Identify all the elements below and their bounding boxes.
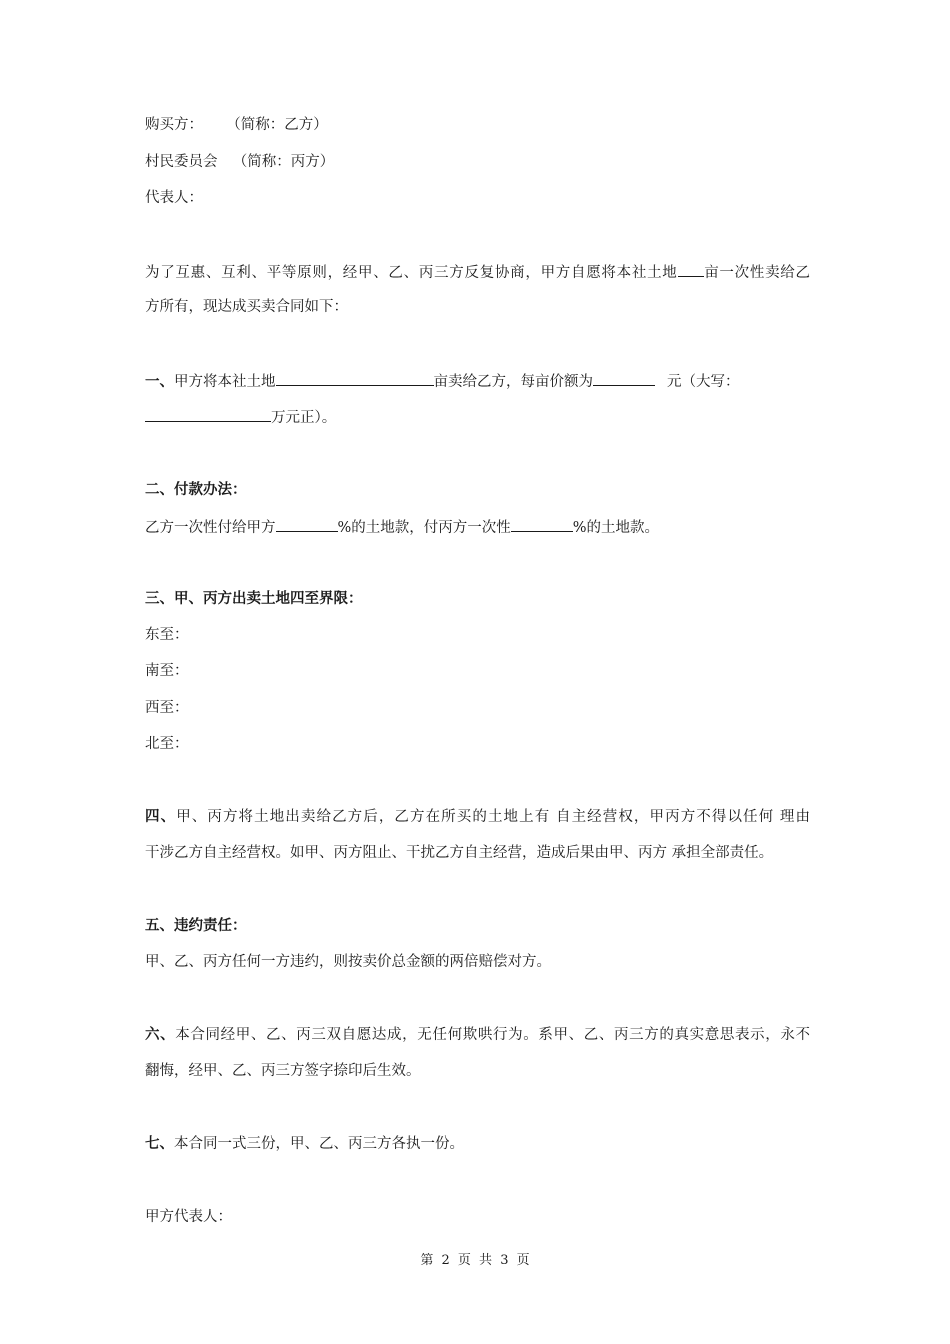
section1-text-a: 甲方将本社土地 [174, 374, 276, 390]
buyer-line [145, 115, 810, 135]
section2-text-c: %的土地款。 [572, 520, 660, 536]
section4-line-1 [145, 807, 810, 827]
boundary-east-label: 东至： [145, 627, 189, 643]
section6-text-2: 翻悔，经甲、乙、丙三方签字捺印后生效。 [145, 1063, 421, 1079]
section2-percent-blank-1 [276, 516, 338, 532]
section1-line-2 [145, 406, 810, 426]
page-number: 第 2 页 共 3 页 [420, 1253, 530, 1268]
intro-line-1 [145, 261, 810, 281]
buyer-label: 购买方： [145, 117, 203, 133]
section1-text-b: 亩卖给乙方，每亩价额为 [433, 374, 593, 390]
representative-line [145, 188, 810, 208]
section1-line-1 [145, 370, 810, 390]
intro-text-a: 为了互惠、互利、平等原则，经甲、乙、丙三方反复协商，甲方自愿将本社土地 [145, 265, 678, 281]
page-footer [0, 1251, 950, 1271]
section7-text: 本合同一式三份，甲、乙、丙三方各执一份。 [174, 1136, 464, 1152]
section2-text-b: %的土地款，付丙方一次性 [337, 520, 511, 536]
section5-heading-text: 五、违约责任： [145, 917, 247, 934]
section5-heading [145, 916, 810, 936]
section3-heading [145, 589, 810, 609]
signature-label: 甲方代表人： [145, 1209, 232, 1225]
section2-percent-blank-2 [511, 516, 573, 532]
representative-label: 代表人： [145, 190, 203, 206]
section6-line-2 [145, 1061, 810, 1081]
boundary-west-label: 西至： [145, 700, 189, 716]
section5-line [145, 952, 810, 972]
intro-line-2 [145, 297, 810, 317]
section6-text-1: 本合同经甲、乙、丙三双自愿达成，无任何欺哄行为。系甲、乙、丙三方的真实意思表示，永不 [175, 1027, 811, 1043]
boundary-south [145, 661, 810, 681]
section7-number: 七、 [145, 1135, 174, 1152]
section2-heading [145, 480, 810, 500]
section2-line [145, 516, 810, 536]
committee-alias: （简称：丙方） [232, 154, 335, 170]
intro-text-b: 亩一次性卖给乙 [703, 265, 810, 281]
section7-line [145, 1134, 810, 1154]
boundary-west [145, 698, 810, 718]
section1-price-blank [593, 370, 655, 386]
committee-label: 村民委员会 [145, 154, 218, 170]
intro-text-c: 方所有，现达成买卖合同如下： [145, 299, 348, 315]
section4-text-2: 干涉乙方自主经营权。如甲、丙方阻止、干扰乙方自主经营，造成后果由甲、丙方 承担全部责任。 [145, 845, 774, 861]
section2-text-a: 乙方一次性付给甲方 [145, 520, 276, 536]
section3-heading-text: 三、甲、丙方出卖土地四至界限： [145, 590, 363, 607]
section1-text-c: 元（大写： [667, 374, 740, 390]
section4-line-2 [145, 843, 810, 863]
signature-line [145, 1207, 810, 1227]
committee-line [145, 152, 810, 172]
intro-area-blank [678, 261, 704, 277]
section1-text-d: 万元正）。 [271, 410, 337, 426]
buyer-alias: （简称：乙方） [226, 117, 328, 133]
section2-heading-text: 二、付款办法： [145, 481, 247, 498]
boundary-south-label: 南至： [145, 663, 189, 679]
section1-capital-blank [145, 406, 271, 422]
section5-text: 甲、乙、丙方任何一方违约，则按卖价总金额的两倍赔偿对方。 [145, 954, 551, 970]
boundary-east [145, 625, 810, 645]
section1-number: 一、 [145, 373, 174, 390]
section4-number: 四、 [145, 808, 177, 825]
section4-text-1: 甲、丙方将土地出卖给乙方后，乙方在所买的土地上有 自主经营权，甲丙方不得以任何 理由 [176, 809, 811, 825]
section1-area-blank [276, 370, 434, 386]
boundary-north [145, 734, 810, 754]
section6-line-1 [145, 1025, 810, 1045]
boundary-north-label: 北至： [145, 736, 189, 752]
section6-number: 六、 [145, 1026, 176, 1043]
